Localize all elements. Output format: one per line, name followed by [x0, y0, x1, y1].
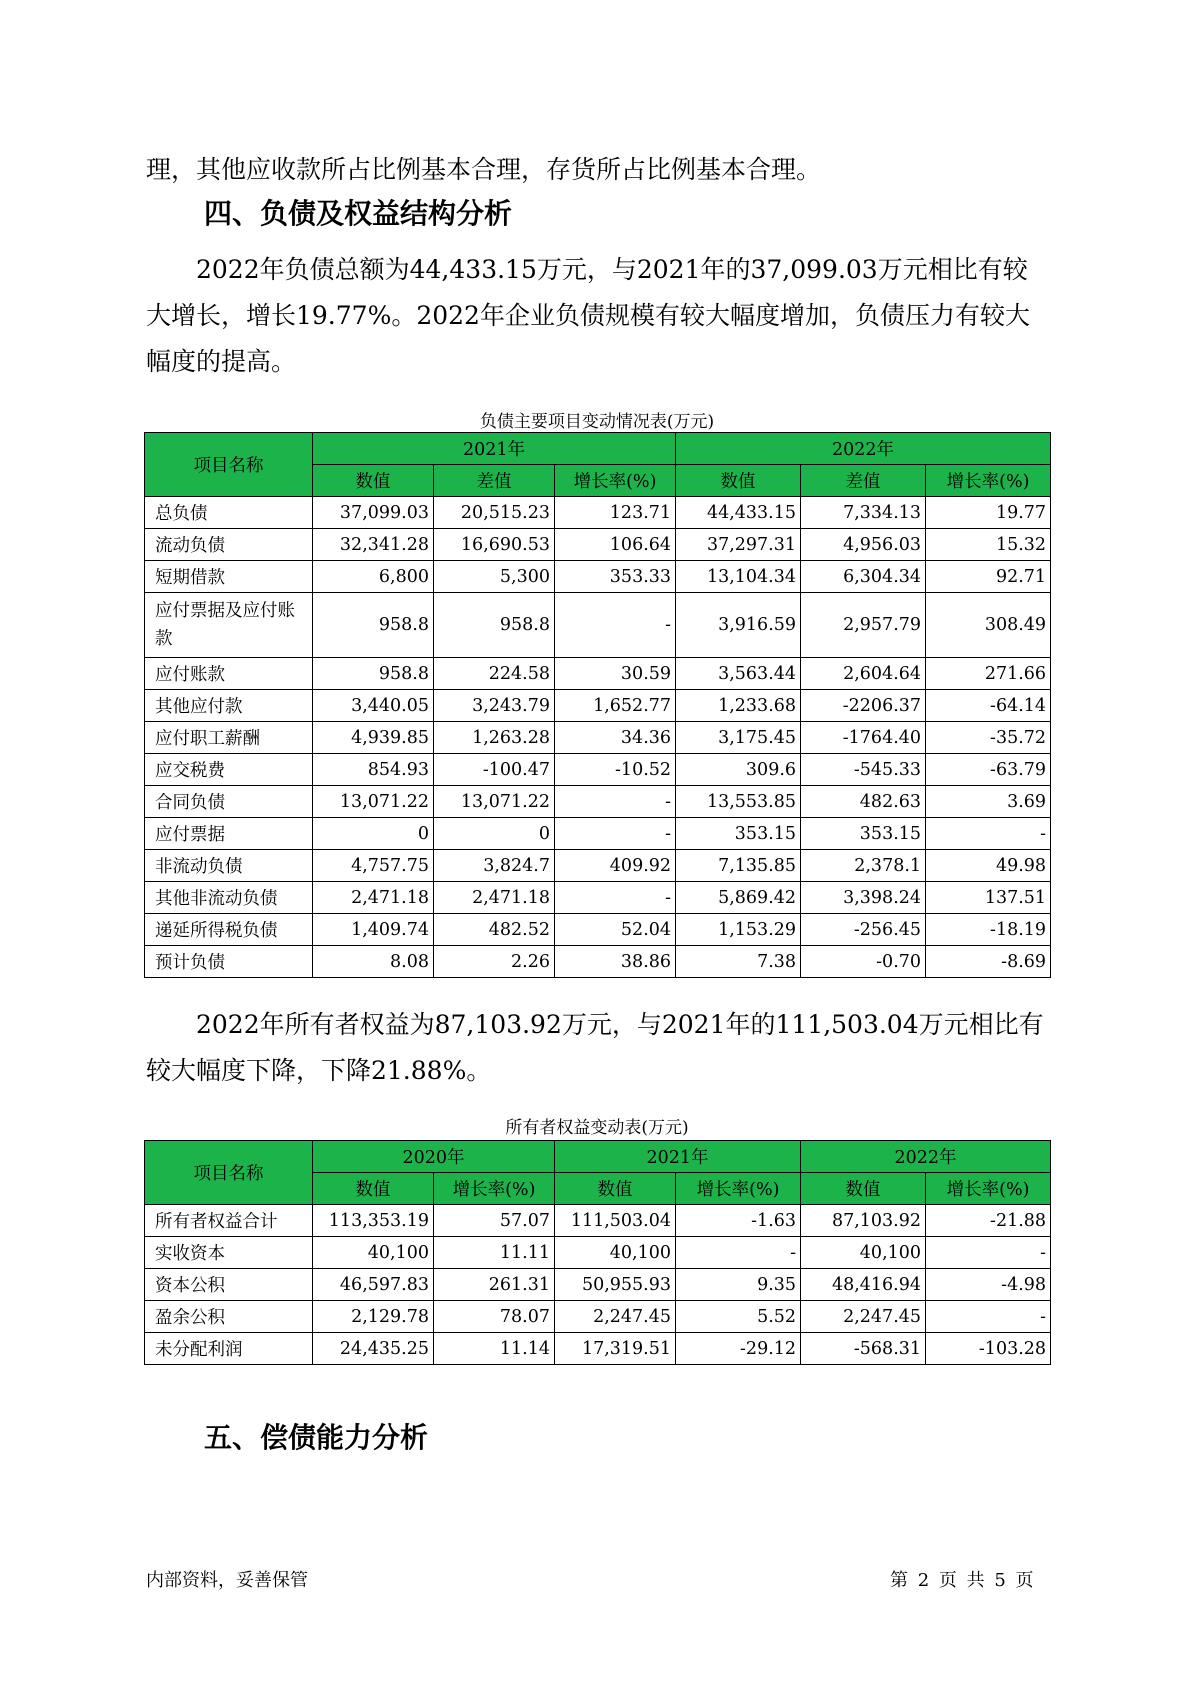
liability-table-row: [145, 850, 1051, 882]
equity-subheader: 数值: [555, 1173, 676, 1205]
liability-subheader: 差值: [434, 465, 555, 497]
table-cell: 353.33: [555, 561, 676, 593]
section-4-heading: 四、负债及权益结构分析: [204, 197, 513, 230]
liability-table-row: [145, 786, 1051, 818]
row-label: 非流动负债: [145, 850, 313, 882]
table-cell: 2,471.18: [434, 882, 555, 914]
liability-subheader: 增长率(%): [926, 465, 1051, 497]
liability-table-row: [145, 914, 1051, 946]
table-cell: 13,071.22: [434, 786, 555, 818]
row-label: 合同负债: [145, 786, 313, 818]
table-cell: 37,099.03: [313, 497, 434, 529]
table-cell: 32,341.28: [313, 529, 434, 561]
table-cell: 353.15: [676, 818, 801, 850]
table-cell: -0.70: [801, 946, 926, 978]
table-cell: -21.88: [926, 1205, 1051, 1237]
table-cell: 7,334.13: [801, 497, 926, 529]
table-cell: 111,503.04: [555, 1205, 676, 1237]
table-cell: 16,690.53: [434, 529, 555, 561]
table-cell: 958.8: [434, 593, 555, 658]
table-cell: -: [676, 1237, 801, 1269]
table-cell: 2,957.79: [801, 593, 926, 658]
section-5-heading: 五、偿债能力分析: [204, 1421, 429, 1454]
table-cell: 37,297.31: [676, 529, 801, 561]
table-cell: 1,153.29: [676, 914, 801, 946]
table-cell: -29.12: [676, 1333, 801, 1365]
liability-table-row: [145, 497, 1051, 529]
liability-table-row: [145, 561, 1051, 593]
row-label: 未分配利润: [145, 1333, 313, 1365]
table-cell: -103.28: [926, 1333, 1051, 1365]
table-cell: 19.77: [926, 497, 1051, 529]
table-cell: 113,353.19: [313, 1205, 434, 1237]
table-cell: 13,553.85: [676, 786, 801, 818]
table-cell: 2,471.18: [313, 882, 434, 914]
equity-table-row: [145, 1269, 1051, 1301]
table-cell: 3,824.7: [434, 850, 555, 882]
equity-subheader: 数值: [801, 1173, 926, 1205]
equity-year-2021: 2021年: [555, 1141, 801, 1173]
table-cell: 958.8: [313, 658, 434, 690]
row-label: 所有者权益合计: [145, 1205, 313, 1237]
table-cell: 2,129.78: [313, 1301, 434, 1333]
table-cell: -: [555, 593, 676, 658]
table-cell: 308.49: [926, 593, 1051, 658]
table-cell: 11.11: [434, 1237, 555, 1269]
liability-table-row: [145, 754, 1051, 786]
table-cell: -63.79: [926, 754, 1051, 786]
equity-subheader: 增长率(%): [676, 1173, 801, 1205]
table-cell: 2,378.1: [801, 850, 926, 882]
row-label: 流动负债: [145, 529, 313, 561]
table-cell: 13,104.34: [676, 561, 801, 593]
table-cell: 30.59: [555, 658, 676, 690]
table-cell: 1,233.68: [676, 690, 801, 722]
table-cell: -10.52: [555, 754, 676, 786]
table-cell: 5,300: [434, 561, 555, 593]
table-cell: -: [555, 786, 676, 818]
liability-subheader: 差值: [801, 465, 926, 497]
row-label: 资本公积: [145, 1269, 313, 1301]
liability-table-row: [145, 593, 1051, 658]
liability-table-caption: 负债主要项目变动情况表(万元): [479, 412, 715, 432]
table-cell: 38.86: [555, 946, 676, 978]
table-cell: 48,416.94: [801, 1269, 926, 1301]
table-cell: 52.04: [555, 914, 676, 946]
equity-table-body: [145, 1205, 1051, 1365]
liability-table: [144, 432, 1051, 978]
liability-item-header: 项目名称: [145, 433, 313, 497]
row-label: 应付职工薪酬: [145, 722, 313, 754]
footer-page-number: 第 2 页 共 5 页: [890, 1570, 1034, 1591]
table-cell: 123.71: [555, 497, 676, 529]
liability-table-row: [145, 658, 1051, 690]
equity-year-2020: 2020年: [313, 1141, 555, 1173]
table-cell: 6,304.34: [801, 561, 926, 593]
table-cell: 2,604.64: [801, 658, 926, 690]
footer-confidential-note: 内部资料，妥善保管: [146, 1570, 308, 1591]
table-cell: -568.31: [801, 1333, 926, 1365]
table-cell: -: [926, 1237, 1051, 1269]
table-cell: 3,175.45: [676, 722, 801, 754]
table-cell: 137.51: [926, 882, 1051, 914]
table-cell: 87,103.92: [801, 1205, 926, 1237]
table-cell: 5,869.42: [676, 882, 801, 914]
table-cell: -64.14: [926, 690, 1051, 722]
row-label: 盈余公积: [145, 1301, 313, 1333]
table-cell: -100.47: [434, 754, 555, 786]
row-label: 应付票据: [145, 818, 313, 850]
table-cell: 1,652.77: [555, 690, 676, 722]
table-cell: 3,440.05: [313, 690, 434, 722]
table-cell: 11.14: [434, 1333, 555, 1365]
table-cell: 2,247.45: [555, 1301, 676, 1333]
table-cell: 50,955.93: [555, 1269, 676, 1301]
table-cell: 309.6: [676, 754, 801, 786]
table-cell: 2,247.45: [801, 1301, 926, 1333]
liability-table-row: [145, 818, 1051, 850]
equity-table: [144, 1140, 1051, 1365]
table-cell: 106.64: [555, 529, 676, 561]
table-cell: 34.36: [555, 722, 676, 754]
table-cell: -4.98: [926, 1269, 1051, 1301]
liability-subheader: 数值: [676, 465, 801, 497]
liability-subheader: 数值: [313, 465, 434, 497]
table-cell: 44,433.15: [676, 497, 801, 529]
row-label: 应交税费: [145, 754, 313, 786]
table-cell: -: [555, 818, 676, 850]
table-cell: 40,100: [801, 1237, 926, 1269]
table-cell: 8.08: [313, 946, 434, 978]
table-cell: 15.32: [926, 529, 1051, 561]
equity-item-header: 项目名称: [145, 1141, 313, 1205]
equity-year-2022: 2022年: [801, 1141, 1051, 1173]
table-cell: 958.8: [313, 593, 434, 658]
row-label: 总负债: [145, 497, 313, 529]
table-cell: 40,100: [555, 1237, 676, 1269]
table-cell: 4,939.85: [313, 722, 434, 754]
table-cell: 3,563.44: [676, 658, 801, 690]
table-cell: 13,071.22: [313, 786, 434, 818]
liability-table-body: [145, 497, 1051, 978]
equity-table-caption: 所有者权益变动表(万元): [505, 1118, 689, 1138]
row-label: 预计负债: [145, 946, 313, 978]
equity-table-row: [145, 1237, 1051, 1269]
table-cell: 4,956.03: [801, 529, 926, 561]
table-cell: -: [926, 1301, 1051, 1333]
row-label: 其他非流动负债: [145, 882, 313, 914]
table-cell: 3,243.79: [434, 690, 555, 722]
equity-table-row: [145, 1301, 1051, 1333]
equity-paragraph: 2022年所有者权益为87,103.92万元，与2021年的111,503.04万元相比有较大幅度下降，下降21.88%。: [146, 1010, 1044, 1085]
row-label: 短期借款: [145, 561, 313, 593]
table-cell: -: [926, 818, 1051, 850]
equity-subheader: 数值: [313, 1173, 434, 1205]
table-cell: 3.69: [926, 786, 1051, 818]
equity-table-row: [145, 1333, 1051, 1365]
liability-paragraph: 2022年负债总额为44,433.15万元，与2021年的37,099.03万元相比有较大增长，增长19.77%。2022年企业负债规模有较大幅度增加，负债压力有较大幅度的提高。: [146, 255, 1030, 376]
equity-table-row: [145, 1205, 1051, 1237]
table-cell: 3,398.24: [801, 882, 926, 914]
row-label: 其他应付款: [145, 690, 313, 722]
row-label: 递延所得税负债: [145, 914, 313, 946]
liability-table-row: [145, 946, 1051, 978]
liability-table-row: [145, 690, 1051, 722]
table-cell: 271.66: [926, 658, 1051, 690]
table-cell: -35.72: [926, 722, 1051, 754]
liability-table-row: [145, 882, 1051, 914]
table-cell: -2206.37: [801, 690, 926, 722]
table-cell: 49.98: [926, 850, 1051, 882]
table-cell: 24,435.25: [313, 1333, 434, 1365]
row-label: 实收资本: [145, 1237, 313, 1269]
row-label: 应付票据及应付账款: [145, 593, 313, 658]
table-cell: 3,916.59: [676, 593, 801, 658]
table-cell: -18.19: [926, 914, 1051, 946]
table-cell: 854.93: [313, 754, 434, 786]
liability-table-row: [145, 529, 1051, 561]
table-cell: 7.38: [676, 946, 801, 978]
table-cell: 0: [313, 818, 434, 850]
table-cell: 5.52: [676, 1301, 801, 1333]
table-cell: -8.69: [926, 946, 1051, 978]
table-cell: -256.45: [801, 914, 926, 946]
table-cell: -1764.40: [801, 722, 926, 754]
table-cell: 353.15: [801, 818, 926, 850]
table-cell: 9.35: [676, 1269, 801, 1301]
table-cell: 224.58: [434, 658, 555, 690]
table-cell: 0: [434, 818, 555, 850]
equity-subheader: 增长率(%): [434, 1173, 555, 1205]
table-cell: -545.33: [801, 754, 926, 786]
table-cell: 46,597.83: [313, 1269, 434, 1301]
equity-subheader: 增长率(%): [926, 1173, 1051, 1205]
liability-year-2022: 2022年: [676, 433, 1051, 465]
table-cell: 20,515.23: [434, 497, 555, 529]
table-cell: 40,100: [313, 1237, 434, 1269]
table-cell: 17,319.51: [555, 1333, 676, 1365]
table-cell: 1,263.28: [434, 722, 555, 754]
table-cell: 92.71: [926, 561, 1051, 593]
row-label: 应付账款: [145, 658, 313, 690]
table-cell: 482.52: [434, 914, 555, 946]
table-cell: 57.07: [434, 1205, 555, 1237]
table-cell: 78.07: [434, 1301, 555, 1333]
liability-subheader: 增长率(%): [555, 465, 676, 497]
table-cell: -1.63: [676, 1205, 801, 1237]
table-cell: 6,800: [313, 561, 434, 593]
table-cell: -: [555, 882, 676, 914]
table-cell: 7,135.85: [676, 850, 801, 882]
table-cell: 2.26: [434, 946, 555, 978]
table-cell: 482.63: [801, 786, 926, 818]
table-cell: 4,757.75: [313, 850, 434, 882]
table-cell: 1,409.74: [313, 914, 434, 946]
liability-table-row: [145, 722, 1051, 754]
table-cell: 409.92: [555, 850, 676, 882]
liability-year-2021: 2021年: [313, 433, 676, 465]
table-cell: 261.31: [434, 1269, 555, 1301]
intro-paragraph: 理，其他应收款所占比例基本合理，存货所占比例基本合理。: [146, 155, 822, 184]
